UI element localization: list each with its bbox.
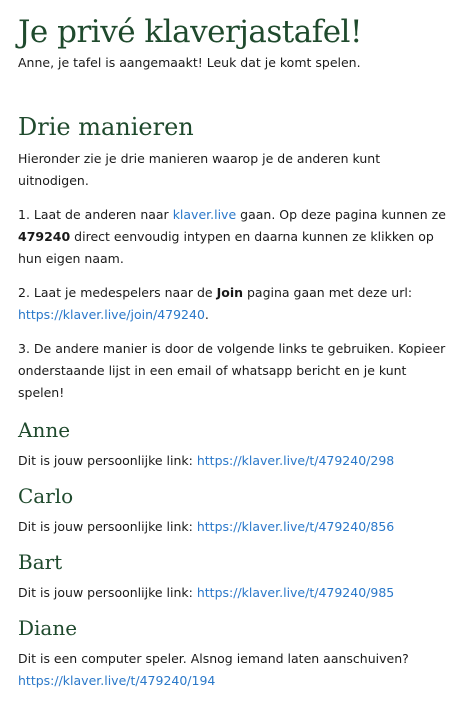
player-link[interactable]: https://klaver.live/t/479240/298 <box>196 453 395 468</box>
computer-player-label: Dit is een computer speler. Alsnog iemand laten aanschuiven? <box>18 651 409 666</box>
klaver-live-link[interactable]: klaver.live <box>172 207 237 222</box>
player-link-label: Dit is jouw persoonlijke link: <box>18 453 193 468</box>
player-name: Carlo <box>18 484 74 508</box>
step-3: 3. De andere manier is door de volgende links te gebruiken. Kopieer onderstaande lijst in een email of whatsapp bericht en je kunt spelen! <box>18 341 446 400</box>
player-name: Anne <box>18 418 71 442</box>
step-1 <box>18 204 448 270</box>
section-heading: Drie manieren <box>18 113 194 141</box>
step-2-middle: pagina gaan met deze url: <box>247 285 413 300</box>
player-link-label: Dit is jouw persoonlijke link: <box>18 585 193 600</box>
join-link[interactable]: https://klaver.live/join/479240 <box>18 307 205 322</box>
player-link[interactable]: https://klaver.live/t/479240/194 <box>18 673 216 688</box>
player-name: Diane <box>18 616 78 640</box>
page-title: Je privé klaverjastafel! <box>18 14 362 50</box>
step-1-middle: gaan. Op deze pagina kunnen ze <box>240 207 446 222</box>
computer-player-note <box>18 648 448 692</box>
join-word: Join <box>216 285 244 300</box>
player-link[interactable]: https://klaver.live/t/479240/856 <box>196 519 395 534</box>
table-code: 479240 <box>18 229 71 244</box>
step-2-suffix: . <box>204 307 209 322</box>
player-link-line <box>18 450 448 472</box>
step-2 <box>18 282 448 326</box>
step-1-prefix: 1. Laat de anderen naar <box>18 207 169 222</box>
player-anne <box>18 416 448 472</box>
player-link[interactable]: https://klaver.live/t/479240/985 <box>196 585 395 600</box>
welcome-message: Anne, je tafel is aangemaakt! Leuk dat je komt spelen. <box>18 55 361 70</box>
section-intro: Hieronder zie je drie manieren waarop je de anderen kunt uitnodigen. <box>18 151 381 188</box>
step-2-prefix: 2. Laat je medespelers naar de <box>18 285 213 300</box>
player-bart <box>18 548 448 604</box>
player-link-line <box>18 582 448 604</box>
player-link-label: Dit is jouw persoonlijke link: <box>18 519 193 534</box>
player-link-line <box>18 516 448 538</box>
player-name: Bart <box>18 550 63 574</box>
player-diane <box>18 614 448 692</box>
step-1-suffix: direct eenvoudig intypen en daarna kunnen ze klikken op hun eigen naam. <box>18 229 434 266</box>
player-carlo <box>18 482 448 538</box>
